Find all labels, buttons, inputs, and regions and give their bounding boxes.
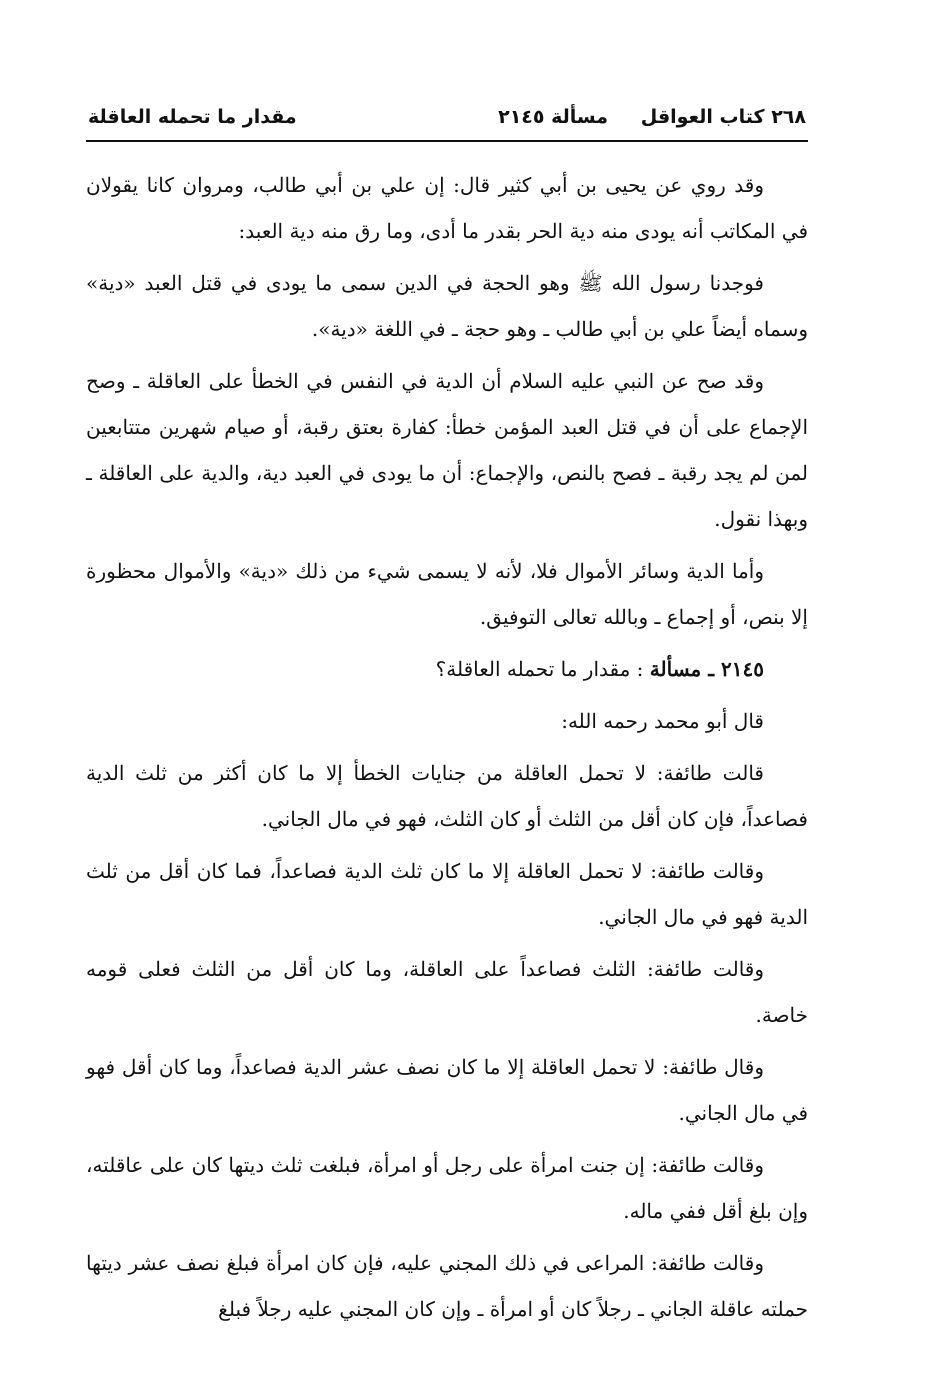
- issue-heading: [86, 646, 808, 692]
- paragraph-yahya-narration: وقد روي عن يحيى بن أبي كثير قال: إن علي بن أبي طالب، ومروان كانا يقولان في المكاتب أنه يودى منه دية الحر بقدر ما أدى، وما رق منه دية العبد:: [86, 173, 808, 243]
- book-page: [86, 92, 808, 1338]
- page-number-and-book-title: ٢٦٨ كتاب العواقل: [640, 106, 806, 128]
- header-issue-number: مسألة ٢١٤٥: [498, 106, 608, 128]
- paragraph-abu-muhammad: قال أبو محمد رحمه الله:: [561, 709, 764, 733]
- page-body: [86, 162, 808, 1332]
- paragraph-opinion-2: وقالت طائفة: لا تحمل العاقلة إلا ما كان ثلث الدية فصاعداً، فما كان أقل من ثلث الدية فهو في مال الجاني.: [86, 859, 808, 929]
- page-header: [86, 92, 808, 142]
- paragraph-aqila-consensus: وقد صح عن النبي عليه السلام أن الدية في النفس في الخطأ على العاقلة ـ وصح الإجماع على أن في قتل العبد المؤمن خطأ: كفارة بعتق رقبة، أو صيام شهرين متتابعين لمن لم يجد رقبة ـ فصح بالنص، والإجماع: أن ما يودى في العبد دية، والدية على العاقلة ـ وبهذا نقول.: [86, 369, 808, 531]
- paragraph-property-not-diya: وأما الدية وسائر الأموال فلا، لأنه لا يسمى شيء من ذلك «دية» والأموال محظورة إلا بنص، أو إجماع ـ وبالله تعالى التوفيق.: [86, 559, 808, 629]
- paragraph-prophet-diya: فوجدنا رسول الله ﷺ وهو الحجة في الدين سمى ما يودى في قتل العبد «دية» وسماه أيضاً علي بن أبي طالب ـ وهو حجة ـ في اللغة «دية».: [86, 271, 808, 341]
- issue-heading-number: ٢١٤٥ ـ مسألة: [649, 657, 764, 681]
- issue-heading-text: : مقدار ما تحمله العاقلة؟: [435, 657, 644, 681]
- paragraph-opinion-3: وقالت طائفة: الثلث فصاعداً على العاقلة، وما كان أقل من الثلث فعلى قومه خاصة.: [86, 957, 808, 1027]
- paragraph-opinion-5: وقالت طائفة: إن جنت امرأة على رجل أو امرأة، فبلغت ثلث ديتها كان على عاقلته، وإن بلغ أقل ففي ماله.: [86, 1153, 808, 1223]
- header-topic: مقدار ما تحمله العاقلة: [88, 106, 297, 128]
- paragraph-opinion-6: وقالت طائفة: المراعى في ذلك المجني عليه، فإن كان امرأة فبلغ نصف عشر ديتها حملته عاقلة الجاني ـ رجلاً كان أو امرأة ـ وإن كان المجني عليه رجلاً فبلغ: [86, 1251, 808, 1321]
- paragraph-opinion-4: وقال طائفة: لا تحمل العاقلة إلا ما كان نصف عشر الدية فصاعداً، وما كان أقل فهو في مال الجاني.: [86, 1055, 808, 1125]
- paragraph-opinion-1: قالت طائفة: لا تحمل العاقلة من جنايات الخطأ إلا ما كان أكثر من ثلث الدية فصاعداً، فإن كان أقل من الثلث أو كان الثلث، فهو في مال الجاني.: [86, 761, 808, 831]
